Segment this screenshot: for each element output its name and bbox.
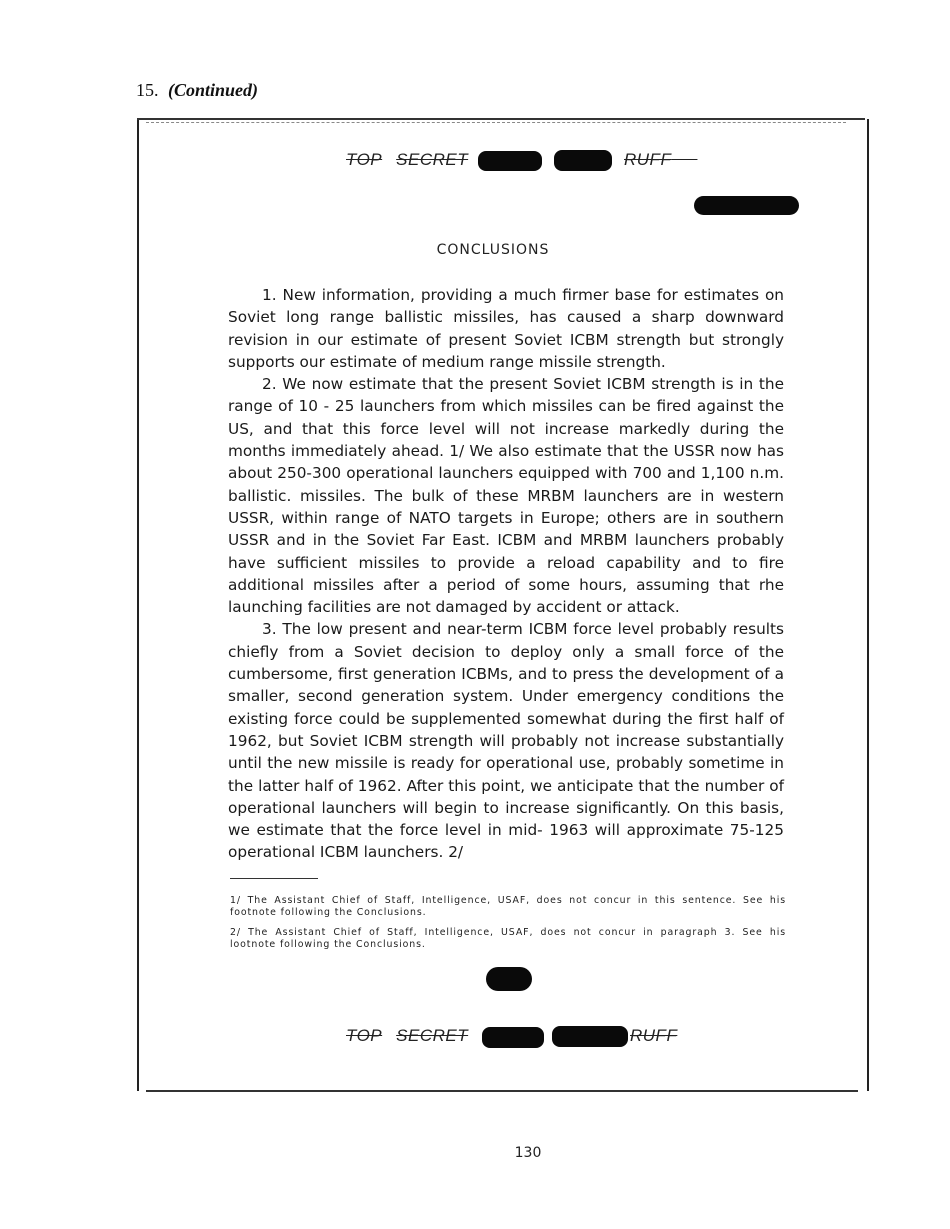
- classification-bottom-suffix: RUFF: [630, 1026, 678, 1045]
- redaction-mark: [486, 967, 532, 991]
- section-number: 15.: [136, 80, 159, 100]
- section-continued: (Continued): [168, 80, 259, 100]
- footnote-1: 1/ The Assistant Chief of Staff, Intelligence, USAF, does not concur in this sentence. See his footnote following the Conclusions.: [230, 895, 786, 918]
- section-label: [136, 80, 258, 101]
- footnote-rule: [230, 878, 318, 879]
- classification-bottom-suffix-wrap: [630, 1026, 677, 1046]
- classification-top-suffix: RUFF: [624, 150, 672, 169]
- redaction-mark: [554, 150, 612, 171]
- frame-top-border: [137, 118, 865, 120]
- classification-bottom: [346, 1026, 468, 1046]
- conclusions-body: [228, 284, 784, 864]
- page-number: 130: [514, 1145, 542, 1161]
- redaction-mark: [552, 1026, 628, 1047]
- classification-top-secret: SECRET: [396, 150, 469, 169]
- redaction-mark: [482, 1027, 544, 1048]
- conclusions-title: CONCLUSIONS: [436, 242, 550, 258]
- classification-bottom-prefix: TOP: [346, 1026, 383, 1045]
- classification-top-prefix: TOP: [346, 150, 383, 169]
- paragraph-1: 1. New information, providing a much firmer base for estimates on Soviet long range ballistic missiles, has caused a sharp downward revision in our estimate of present Soviet ICBM strength but strongly supports our estimate of medium range missile strength.: [228, 286, 784, 371]
- footnote-2: 2/ The Assistant Chief of Staff, Intelligence, USAF, does not concur in paragraph 3. See his lootnote following the Conclusions.: [230, 927, 786, 950]
- classification-top-suffix-wrap: [624, 150, 697, 170]
- redaction-mark: [694, 196, 799, 215]
- paragraph-3: 3. The low present and near-term ICBM force level probably results chiefly from a Soviet decision to deploy only a small force of the cumbersome, first generation ICBMs, and to press the development of a smaller, second generation system. Under emergency conditions the existing force could be supplemented somewhat during the first half of 1962, but Soviet ICBM strength will probably not increase substantially until the new missile is ready for operational use, probably sometime in the latter half of 1962. After this point, we anticipate that the number of operational launchers will begin to increase significantly. On this basis, we estimate that the force level in mid- 1963 will approximate 75-125 operational ICBM launchers. 2/: [228, 620, 784, 862]
- paragraph-2: 2. We now estimate that the present Soviet ICBM strength is in the range of 10 - 25 launchers from which missiles can be fired against the US, and that this force level will not increase markedly during the months immediately ahead. 1/ We also estimate that the USSR now has about 250-300 operational launchers equipped with 700 and 1,100 n.m. ballistic. missiles. The bulk of these MRBM launchers are in western USSR, within range of NATO targets in Europe; others are in southern USSR and in the Soviet Far East. ICBM and MRBM launchers probably have sufficient missiles to provide a reload capability and to fire additional missiles after a period of some hours, assuming that rhe launching facilities are not damaged by accident or attack.: [228, 375, 784, 617]
- frame-top-dotted-line: [146, 122, 846, 123]
- frame-bottom-border: [146, 1090, 858, 1092]
- redaction-mark: [478, 151, 542, 171]
- classification-bottom-secret: SECRET: [396, 1026, 469, 1045]
- classification-top: [346, 150, 468, 170]
